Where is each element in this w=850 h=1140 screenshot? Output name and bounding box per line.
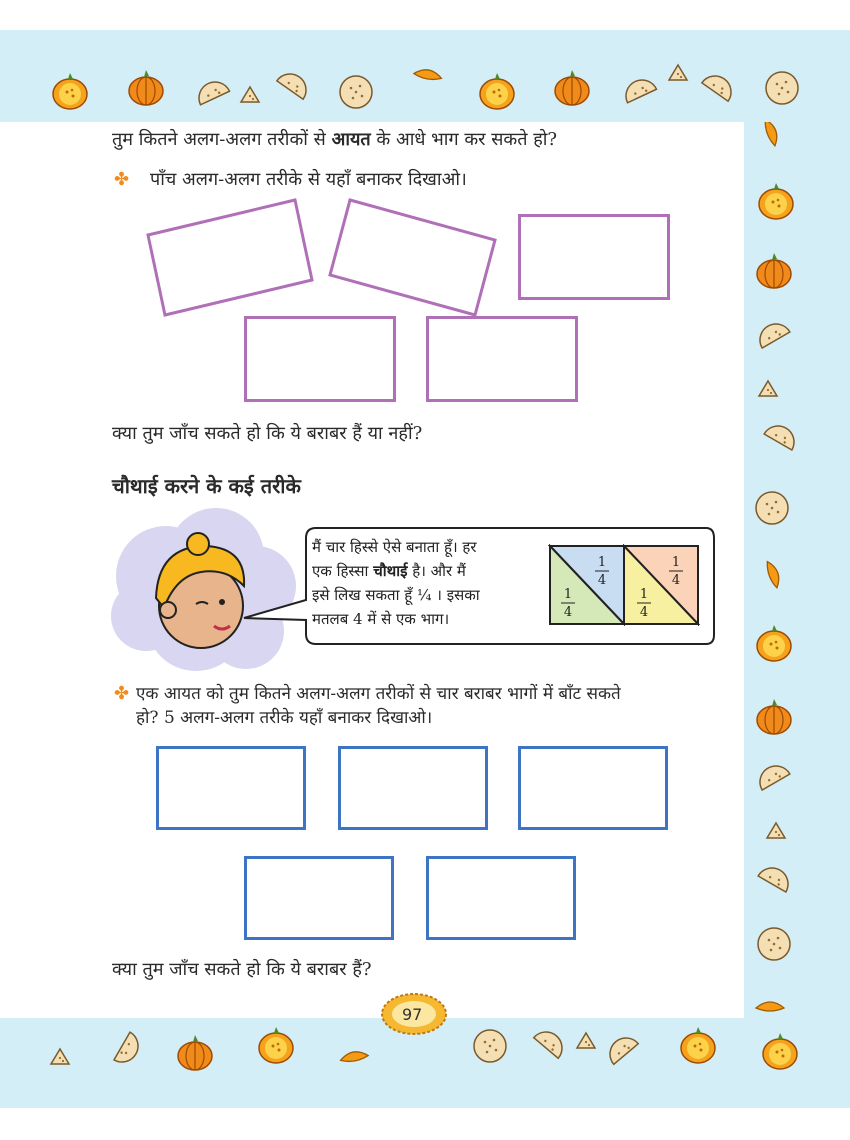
- question-halves-part1: तुम कितने अलग-अलग तरीकों से: [112, 129, 332, 150]
- speech-line-3: इसे लिख सकता हूँ ¼ । इसका: [312, 586, 480, 604]
- speech-line-1: मैं चार हिस्से ऐसे बनाता हूँ। हर: [312, 538, 477, 556]
- check-quarters: क्या तुम जाँच सकते हो कि ये बराबर हैं?: [112, 959, 372, 980]
- instruction-halves: पाँच अलग-अलग तरीके से यहाँ बनाकर दिखाओ।: [150, 169, 467, 190]
- question-halves: [112, 128, 557, 152]
- halves-box-1[interactable]: [148, 200, 312, 315]
- fraction-num-4: 1: [639, 587, 649, 602]
- instruction-quarters-line-1: एक आयत को तुम कितने अलग-अलग तरीकों से चार बराबर भागों में बाँट सकते: [136, 684, 621, 704]
- fraction-den-4: 4: [639, 605, 649, 620]
- halves-box-3[interactable]: [518, 214, 670, 300]
- quarters-box-2[interactable]: [338, 746, 488, 830]
- bullet-icon: ✤: [114, 169, 130, 190]
- quarters-box-5[interactable]: [426, 856, 576, 940]
- fraction-den-1: 4: [597, 573, 607, 588]
- fraction-den-2: 4: [563, 605, 573, 620]
- halves-tilted-boxes: [140, 192, 510, 322]
- bullet-icon: ✤: [114, 683, 130, 704]
- quarters-box-1[interactable]: [156, 746, 306, 830]
- page-number: 97: [402, 1005, 423, 1024]
- check-halves: क्या तुम जाँच सकते हो कि ये बराबर हैं या नहीं?: [112, 423, 423, 444]
- speech-line-2-bold: चौथाई: [373, 562, 408, 580]
- right-decorations: [744, 122, 850, 1020]
- quarters-box-3[interactable]: [518, 746, 668, 830]
- halves-box-4[interactable]: [244, 316, 396, 402]
- fraction-num-1: 1: [597, 555, 607, 570]
- section-heading: चौथाई करने के कई तरीके: [112, 474, 301, 498]
- speech-line-2: [312, 560, 466, 583]
- question-halves-bold-word: आयत: [331, 129, 371, 150]
- speech-line-4: मतलब 4 में से एक भाग।: [312, 610, 450, 628]
- fraction-den-3: 4: [671, 573, 681, 588]
- speech-line-2-part3: है। और मैं: [407, 562, 466, 580]
- halves-box-2[interactable]: [330, 200, 495, 315]
- quarters-box-4[interactable]: [244, 856, 394, 940]
- question-halves-part3: के आधे भाग कर सकते हो?: [370, 129, 558, 150]
- top-decorations: [0, 30, 850, 122]
- fraction-num-3: 1: [671, 555, 681, 570]
- halves-box-5[interactable]: [426, 316, 578, 402]
- instruction-quarters-line-2: हो? 5 अलग-अलग तरीके यहाँ बनाकर दिखाओ।: [136, 708, 433, 728]
- speech-line-2-part1: एक हिस्सा: [312, 562, 374, 580]
- fraction-num-2: 1: [563, 587, 573, 602]
- quarters-diagram: [548, 544, 700, 626]
